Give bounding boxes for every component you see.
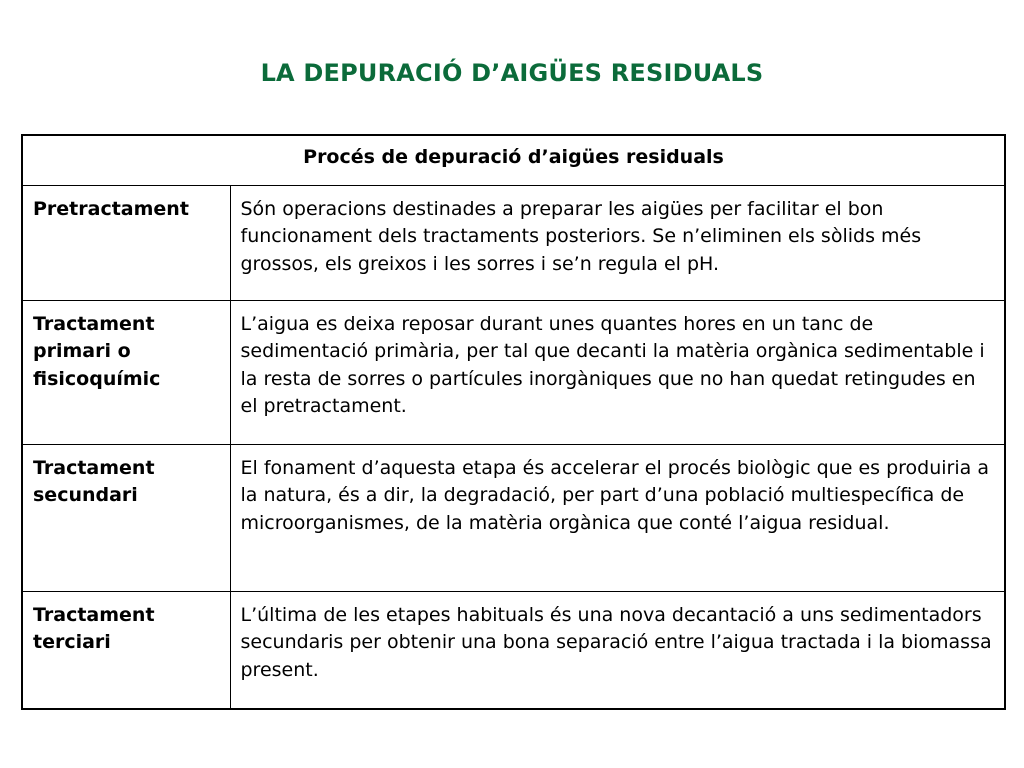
- stage-description: El fonament d’aquesta etapa és accelerar el procés biològic que es produiria a la natura, és a dir, la degradació, per part d’una població multiespecífica de microorganismes, de la matèria orgànica que conté l’aigua residual.: [230, 444, 1005, 591]
- stage-description: L’aigua es deixa reposar durant unes quantes hores en un tanc de sedimentació primària, per tal que decanti la matèria orgànica sedimentable i la resta de sorres o partícules inorgàniques que no han quedat retingudes en el pretractament.: [230, 300, 1005, 444]
- table-row: [22, 185, 1005, 300]
- stage-label: Pretractament: [22, 185, 230, 300]
- slide-title: LA DEPURACIÓ D’AIGÜES RESIDUALS: [260, 59, 764, 87]
- stage-label: Tractament terciari: [22, 591, 230, 709]
- table-header: Procés de depuració d’aigües residuals: [22, 135, 1005, 185]
- table-row: [22, 591, 1005, 709]
- stage-label: Tractament primari o fisicoquímic: [22, 300, 230, 444]
- table-header-row: [22, 135, 1005, 185]
- stage-description: L’última de les etapes habituals és una nova decantació a uns sedimentadors secundaris per obtenir una bona separació entre l’aigua tractada i la biomassa present.: [230, 591, 1005, 709]
- stage-description: Són operacions destinades a preparar les aigües per facilitar el bon funcionament dels tractaments posteriors. Se n’eliminen els sòlids més grossos, els greixos i les sorres i se’n regula el pH.: [230, 185, 1005, 300]
- process-table: [21, 134, 1006, 710]
- stage-label: Tractament secundari: [22, 444, 230, 591]
- table-row: [22, 300, 1005, 444]
- table-row: [22, 444, 1005, 591]
